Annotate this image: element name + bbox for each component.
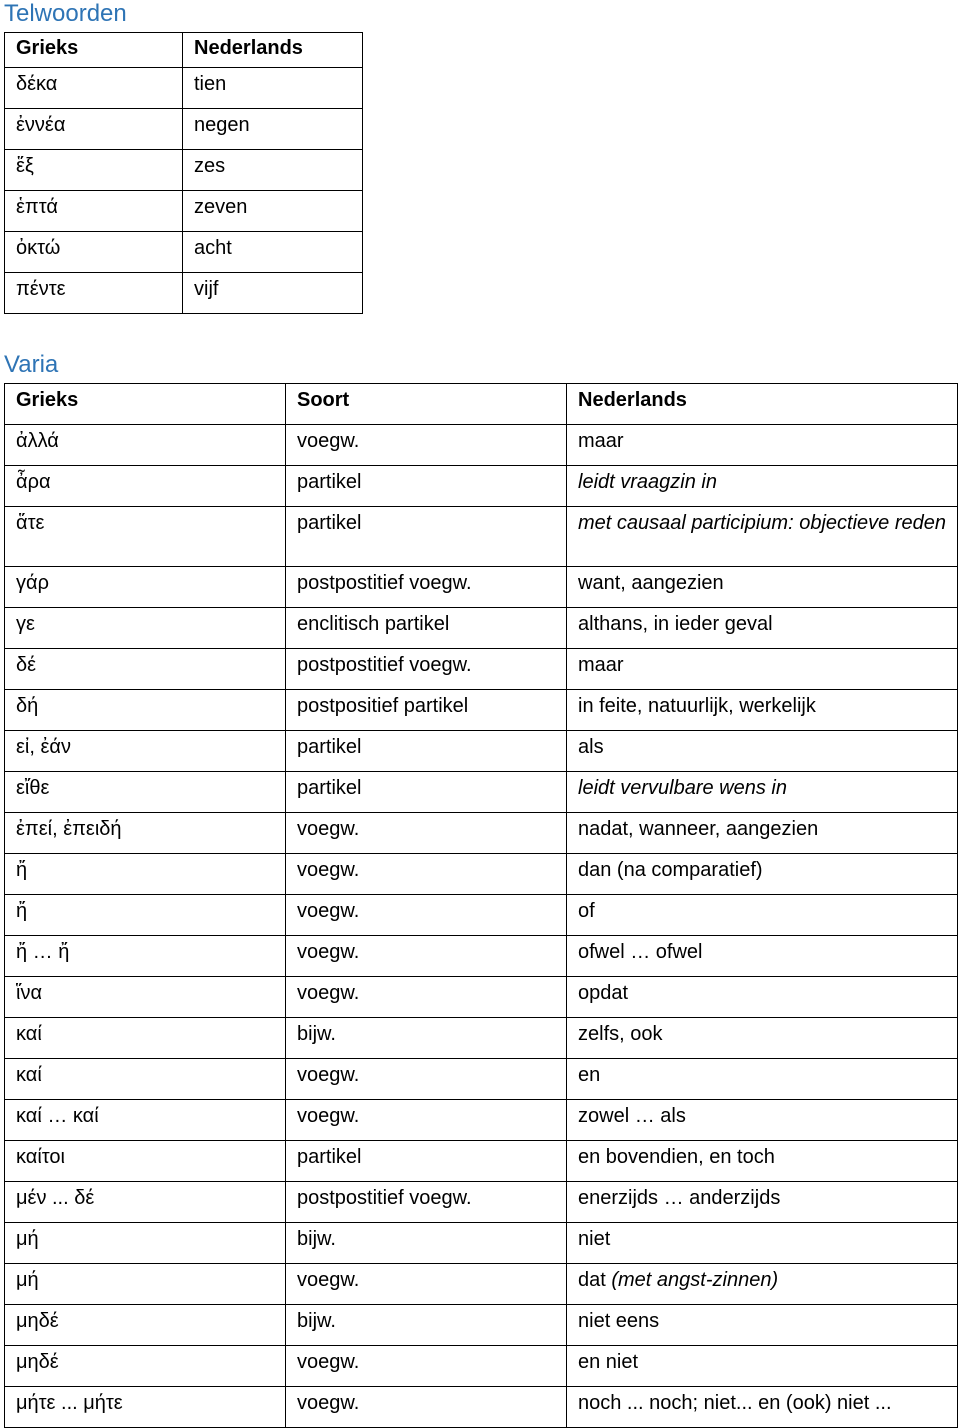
cell-greek: μέν ... δέ (5, 1182, 286, 1223)
cell-greek: δέ (5, 649, 286, 690)
cell-greek: ἀλλά (5, 425, 286, 466)
cell-type: partikel (286, 507, 567, 567)
cell-dutch: zes (183, 150, 363, 191)
cell-greek: εἰ, ἐάν (5, 731, 286, 772)
table-row (5, 1141, 958, 1182)
numerals-table (4, 32, 363, 314)
cell-type: postpositief partikel (286, 690, 567, 731)
cell-dutch: en (567, 1059, 958, 1100)
cell-greek: ἐπεί, ἐπειδή (5, 813, 286, 854)
table-row (5, 232, 363, 273)
table-row (5, 191, 363, 232)
cell-type: bijw. (286, 1223, 567, 1264)
cell-type: voegw. (286, 1264, 567, 1305)
table-row (5, 1100, 958, 1141)
cell-dutch: dat (met angst-zinnen) (567, 1264, 958, 1305)
table-header-row (5, 384, 958, 425)
cell-type: voegw. (286, 895, 567, 936)
cell-type: partikel (286, 772, 567, 813)
table-row (5, 1387, 958, 1428)
header-dutch: Nederlands (183, 33, 363, 68)
table-row (5, 1018, 958, 1059)
cell-type: partikel (286, 731, 567, 772)
cell-dutch: dan (na comparatief) (567, 854, 958, 895)
table-row (5, 1059, 958, 1100)
header-greek: Grieks (5, 33, 183, 68)
cell-dutch: tien (183, 68, 363, 109)
table-row (5, 273, 363, 314)
cell-greek: ἕξ (5, 150, 183, 191)
cell-type: bijw. (286, 1305, 567, 1346)
cell-type: voegw. (286, 1387, 567, 1428)
cell-type: postpostitief voegw. (286, 567, 567, 608)
table-row (5, 690, 958, 731)
cell-dutch: met causaal participium: objectieve reden (567, 507, 958, 567)
cell-greek: δέκα (5, 68, 183, 109)
cell-dutch: of (567, 895, 958, 936)
cell-dutch: vijf (183, 273, 363, 314)
cell-greek: πέντε (5, 273, 183, 314)
table-row (5, 567, 958, 608)
cell-dutch: enerzijds … anderzijds (567, 1182, 958, 1223)
cell-dutch: zeven (183, 191, 363, 232)
cell-type: voegw. (286, 977, 567, 1018)
table-row (5, 1182, 958, 1223)
cell-greek: ὀκτώ (5, 232, 183, 273)
table-row (5, 1223, 958, 1264)
cell-type: voegw. (286, 854, 567, 895)
cell-dutch: maar (567, 425, 958, 466)
cell-type: voegw. (286, 1346, 567, 1387)
cell-greek: ἵνα (5, 977, 286, 1018)
cell-greek: μή (5, 1223, 286, 1264)
cell-dutch: als (567, 731, 958, 772)
cell-dutch: opdat (567, 977, 958, 1018)
table-row (5, 109, 363, 150)
table-row (5, 150, 363, 191)
cell-greek: εἴθε (5, 772, 286, 813)
table-row (5, 977, 958, 1018)
table-row (5, 425, 958, 466)
cell-type: enclitisch partikel (286, 608, 567, 649)
cell-greek: ἤ (5, 895, 286, 936)
header-dutch: Nederlands (567, 384, 958, 425)
section-title-varia: Varia (4, 351, 59, 378)
cell-type: postpostitief voegw. (286, 649, 567, 690)
table-row (5, 1346, 958, 1387)
cell-greek: ἤ … ἤ (5, 936, 286, 977)
cell-type: partikel (286, 1141, 567, 1182)
table-row (5, 608, 958, 649)
cell-dutch: zelfs, ook (567, 1018, 958, 1059)
cell-dutch: niet eens (567, 1305, 958, 1346)
cell-greek: ἅτε (5, 507, 286, 567)
cell-greek: μηδέ (5, 1305, 286, 1346)
cell-greek: ἐννέα (5, 109, 183, 150)
table-header-row (5, 33, 363, 68)
cell-dutch: maar (567, 649, 958, 690)
cell-type: voegw. (286, 425, 567, 466)
table-row (5, 731, 958, 772)
table-row (5, 813, 958, 854)
table-row (5, 507, 958, 567)
cell-dutch: niet (567, 1223, 958, 1264)
cell-type: voegw. (286, 813, 567, 854)
table-row (5, 649, 958, 690)
section-title-telwoorden: Telwoorden (4, 0, 127, 27)
cell-type: bijw. (286, 1018, 567, 1059)
cell-dutch: en niet (567, 1346, 958, 1387)
varia-table (4, 383, 958, 1428)
cell-dutch: althans, in ieder geval (567, 608, 958, 649)
cell-dutch: in feite, natuurlijk, werkelijk (567, 690, 958, 731)
cell-dutch: noch ... noch; niet... en (ook) niet ... (567, 1387, 958, 1428)
table-row (5, 772, 958, 813)
cell-type: partikel (286, 466, 567, 507)
cell-dutch: acht (183, 232, 363, 273)
cell-greek: καί … καί (5, 1100, 286, 1141)
cell-greek: γε (5, 608, 286, 649)
table-row (5, 68, 363, 109)
cell-greek: γάρ (5, 567, 286, 608)
table-row (5, 1305, 958, 1346)
cell-dutch: ofwel … ofwel (567, 936, 958, 977)
cell-greek: καίτοι (5, 1141, 286, 1182)
cell-dutch: leidt vraagzin in (567, 466, 958, 507)
table-row (5, 936, 958, 977)
cell-greek: δή (5, 690, 286, 731)
cell-greek: ἑπτά (5, 191, 183, 232)
cell-greek: μή (5, 1264, 286, 1305)
cell-type: voegw. (286, 936, 567, 977)
cell-dutch: leidt vervulbare wens in (567, 772, 958, 813)
cell-dutch: nadat, wanneer, aangezien (567, 813, 958, 854)
cell-greek: ἤ (5, 854, 286, 895)
table-row (5, 466, 958, 507)
cell-type: voegw. (286, 1100, 567, 1141)
cell-dutch: zowel … als (567, 1100, 958, 1141)
header-greek: Grieks (5, 384, 286, 425)
cell-greek: καί (5, 1059, 286, 1100)
header-type: Soort (286, 384, 567, 425)
cell-type: voegw. (286, 1059, 567, 1100)
cell-dutch: en bovendien, en toch (567, 1141, 958, 1182)
cell-greek: μήτε ... μήτε (5, 1387, 286, 1428)
table-row (5, 854, 958, 895)
cell-dutch: want, aangezien (567, 567, 958, 608)
cell-dutch: negen (183, 109, 363, 150)
cell-greek: καί (5, 1018, 286, 1059)
table-row (5, 895, 958, 936)
cell-greek: ἆρα (5, 466, 286, 507)
cell-greek: μηδέ (5, 1346, 286, 1387)
table-row (5, 1264, 958, 1305)
cell-type: postpostitief voegw. (286, 1182, 567, 1223)
